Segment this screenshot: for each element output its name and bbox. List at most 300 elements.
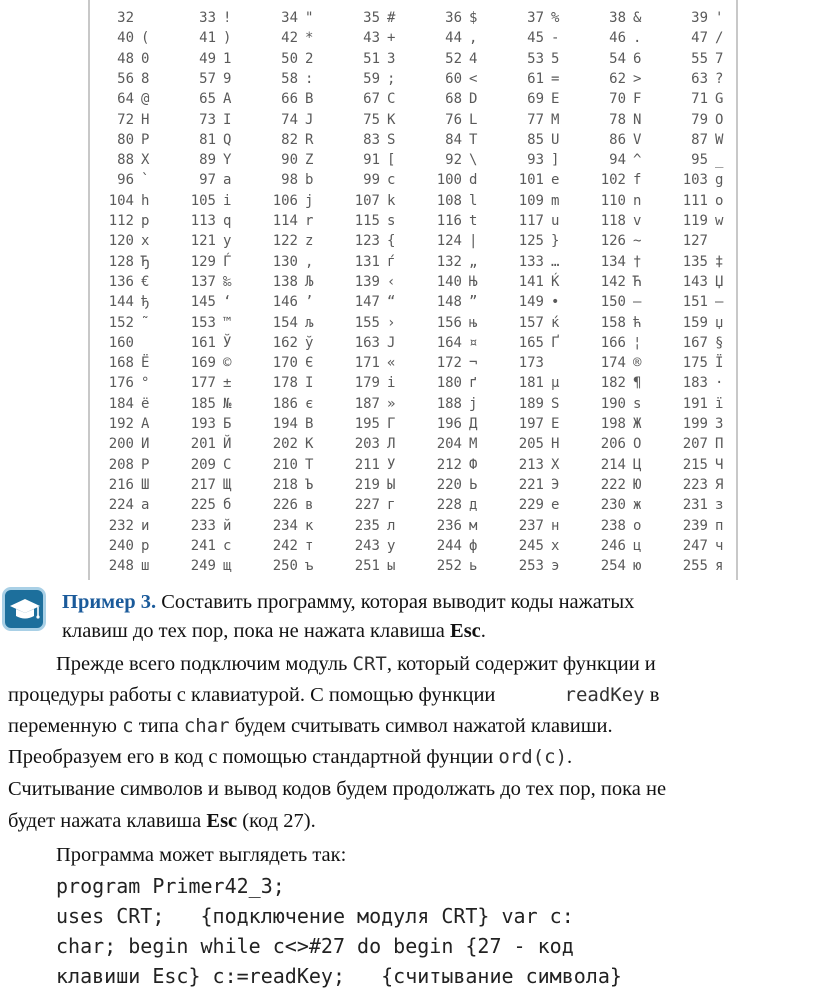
char-code: 62 (609, 70, 626, 87)
char-glyph: а (141, 497, 150, 514)
char-glyph: R (305, 131, 314, 148)
char-code: 172 (436, 355, 462, 372)
char-code: 150 (600, 294, 626, 311)
char-code: 126 (600, 233, 626, 250)
char-glyph: ^ (633, 152, 642, 169)
char-glyph: А (141, 416, 150, 432)
paragraph-line-4 (8, 742, 572, 773)
table-cell (90, 110, 180, 130)
table-cell (172, 394, 262, 414)
char-glyph: к (305, 517, 314, 534)
char-code: 218 (272, 476, 298, 493)
char-code: 232 (108, 517, 134, 534)
char-glyph: • (551, 294, 560, 311)
table-cell (664, 434, 754, 454)
char-code: 153 (190, 314, 216, 331)
char-glyph: s (387, 213, 396, 229)
table-cell (336, 292, 426, 312)
char-glyph: Ў (223, 334, 232, 351)
table-cell (418, 556, 508, 576)
table-cell (254, 231, 344, 251)
table-row (90, 252, 736, 272)
char-glyph: – (633, 294, 642, 311)
table-row (90, 495, 736, 515)
char-glyph: @ (141, 91, 150, 108)
char-code: 183 (682, 375, 708, 392)
char-code: 52 (445, 50, 462, 67)
char-code: 135 (682, 253, 708, 270)
table-row (90, 49, 736, 69)
char-glyph: Y (223, 152, 232, 169)
char-code: 91 (363, 152, 380, 169)
table-cell (254, 150, 344, 170)
char-code: 82 (281, 131, 298, 148)
char-glyph: т (305, 537, 314, 554)
char-code: 98 (281, 172, 298, 189)
table-cell (172, 110, 262, 130)
char-code: 39 (691, 10, 708, 26)
table-cell (500, 170, 590, 190)
char-glyph: Ќ (551, 273, 560, 290)
char-glyph: d (469, 172, 478, 189)
char-glyph: ж (633, 497, 642, 514)
table-cell (336, 231, 426, 251)
char-glyph: } (551, 233, 560, 250)
char-glyph: „ (469, 253, 478, 270)
char-code: 75 (363, 111, 380, 128)
char-code: 196 (436, 416, 462, 432)
table-cell (172, 8, 262, 28)
table-cell (336, 495, 426, 515)
char-code: 209 (190, 456, 216, 473)
char-code: 226 (272, 497, 298, 514)
char-code: 40 (117, 30, 134, 47)
char-code: 58 (281, 70, 298, 87)
code-line-4: клавиши Esc} c:=readKey; {считывание символа} (56, 964, 622, 988)
char-code: 37 (527, 10, 544, 26)
table-cell (254, 353, 344, 373)
char-code: 188 (436, 395, 462, 412)
char-glyph: и (141, 517, 150, 534)
table-cell (418, 49, 508, 69)
table-cell (172, 191, 262, 211)
table-cell (172, 292, 262, 312)
char-glyph: Л (387, 436, 396, 453)
table-cell (172, 516, 262, 536)
paragraph-line-2 (8, 680, 659, 711)
char-glyph: Ш (141, 476, 150, 493)
char-glyph: : (305, 70, 314, 87)
char-code: 223 (682, 476, 708, 493)
table-cell (336, 455, 426, 475)
char-glyph: з (715, 497, 724, 514)
period: . (480, 620, 486, 642)
table-cell (582, 313, 672, 333)
char-glyph: І (305, 375, 314, 392)
char-glyph: + (387, 30, 396, 47)
char-code: 220 (436, 476, 462, 493)
table-cell (90, 434, 180, 454)
table-cell (500, 373, 590, 393)
char-glyph: э (551, 558, 560, 575)
char-code: 80 (117, 131, 134, 148)
char-glyph: ? (715, 70, 724, 87)
char-code: 199 (682, 416, 708, 432)
char-code: 50 (281, 50, 298, 67)
table-cell (664, 89, 754, 109)
char-code: 248 (108, 558, 134, 575)
char-code: 206 (600, 436, 626, 453)
table-cell (172, 495, 262, 515)
char-glyph: м (469, 517, 478, 534)
char-glyph: _ (715, 152, 724, 169)
table-cell (336, 373, 426, 393)
char-glyph: ‚ (305, 253, 314, 270)
char-code: 210 (272, 456, 298, 473)
char-glyph: Щ (223, 476, 232, 493)
char-code: 57 (199, 70, 216, 87)
char-glyph: ѕ (633, 395, 642, 412)
char-code: 88 (117, 152, 134, 169)
char-glyph: ш (141, 558, 150, 575)
table-cell (172, 252, 262, 272)
example-text-cont: клавиш до тех пор, пока не нажата клавиша (62, 620, 451, 642)
char-glyph: . (633, 30, 642, 47)
table-cell (90, 353, 180, 373)
char-code: 73 (199, 111, 216, 128)
table-cell (582, 49, 672, 69)
char-code: 138 (272, 273, 298, 290)
table-cell (664, 8, 754, 28)
char-code: 84 (445, 131, 462, 148)
char-glyph: … (551, 253, 560, 270)
char-code: 185 (190, 395, 216, 412)
table-cell (418, 89, 508, 109)
char-glyph: i (223, 192, 232, 209)
table-cell (664, 231, 754, 251)
table-row (90, 516, 736, 536)
char-glyph: † (633, 253, 642, 270)
char-glyph: д (469, 497, 478, 514)
char-glyph: ) (223, 30, 232, 47)
char-glyph: Њ (469, 273, 478, 290)
char-code: 89 (199, 152, 216, 169)
table-row (90, 414, 736, 434)
char-code: 155 (354, 314, 380, 331)
char-glyph: ‹ (387, 273, 396, 290)
char-glyph: ” (469, 294, 478, 311)
char-code: 36 (445, 10, 462, 26)
char-glyph: b (305, 172, 314, 189)
char-glyph: ¬ (469, 355, 478, 372)
text: Прежде всего подключим модуль (56, 653, 353, 675)
char-glyph: 0 (141, 50, 150, 67)
table-cell (664, 495, 754, 515)
char-code: 86 (609, 131, 626, 148)
char-code: 81 (199, 131, 216, 148)
char-glyph: 3 (387, 50, 396, 67)
char-code: 55 (691, 50, 708, 67)
table-cell (172, 170, 262, 190)
code-line-2: uses CRT; {подключение модуля CRT} var c: (56, 904, 574, 928)
char-code: 53 (527, 50, 544, 67)
table-row (90, 536, 736, 556)
table-cell (582, 272, 672, 292)
table-cell (336, 434, 426, 454)
char-code: 93 (527, 152, 544, 169)
char-code: 85 (527, 131, 544, 148)
char-code: 137 (190, 273, 216, 290)
char-glyph: Д (469, 416, 478, 432)
char-glyph: г (387, 497, 396, 514)
char-glyph: q (223, 213, 232, 229)
char-glyph: 9 (223, 70, 232, 87)
char-code: 102 (600, 172, 626, 189)
table-row (90, 353, 736, 373)
char-glyph: z (305, 233, 314, 250)
char-glyph: a (223, 172, 232, 189)
char-code: 184 (108, 395, 134, 412)
table-cell (664, 150, 754, 170)
char-code: 192 (108, 416, 134, 432)
char-code: 99 (363, 172, 380, 189)
char-code: 127 (682, 233, 708, 250)
char-glyph: V (633, 131, 642, 148)
char-glyph: K (387, 111, 396, 128)
table-cell (664, 556, 754, 576)
char-code: 48 (117, 50, 134, 67)
table-cell (336, 69, 426, 89)
char-code: 78 (609, 111, 626, 128)
table-cell (254, 272, 344, 292)
table-cell (172, 130, 262, 150)
char-code: 146 (272, 294, 298, 311)
table-cell (254, 110, 344, 130)
table-cell (500, 69, 590, 89)
char-glyph: Ѓ (223, 253, 232, 270)
char-code: 252 (436, 558, 462, 575)
table-cell (336, 475, 426, 495)
table-cell (418, 414, 508, 434)
table-row (90, 272, 736, 292)
char-code: 72 (117, 111, 134, 128)
table-cell (172, 475, 262, 495)
table-cell (500, 556, 590, 576)
char-code: 214 (600, 456, 626, 473)
char-code: 204 (436, 436, 462, 453)
char-code: 131 (354, 253, 380, 270)
table-row (90, 110, 736, 130)
char-glyph: Q (223, 131, 232, 148)
table-cell (90, 28, 180, 48)
char-code: 241 (190, 537, 216, 554)
char-code: 224 (108, 497, 134, 514)
char-code: 228 (436, 497, 462, 514)
char-code: 148 (436, 294, 462, 311)
table-row (90, 455, 736, 475)
table-cell (172, 150, 262, 170)
table-cell (254, 414, 344, 434)
char-glyph: ’ (305, 294, 314, 311)
char-code: 122 (272, 233, 298, 250)
char-code: 245 (518, 537, 544, 554)
char-code: 45 (527, 30, 544, 47)
table-cell (500, 89, 590, 109)
char-glyph: щ (223, 558, 232, 575)
char-glyph: C (387, 91, 396, 108)
char-glyph: x (141, 233, 150, 250)
table-cell (172, 536, 262, 556)
table-cell (254, 130, 344, 150)
char-glyph: µ (551, 375, 560, 392)
table-cell (336, 89, 426, 109)
table-cell (582, 333, 672, 353)
char-glyph: є (305, 395, 314, 412)
char-code: 253 (518, 558, 544, 575)
table-cell (90, 394, 180, 414)
table-cell (500, 211, 590, 231)
char-code: 168 (108, 355, 134, 372)
char-glyph: 1 (223, 50, 232, 67)
char-glyph: Ж (633, 416, 642, 432)
table-cell (582, 252, 672, 272)
table-cell (418, 536, 508, 556)
char-glyph: B (305, 91, 314, 108)
table-cell (664, 516, 754, 536)
char-code: 177 (190, 375, 216, 392)
char-code: 225 (190, 497, 216, 514)
char-glyph: | (469, 233, 478, 250)
table-cell (90, 516, 180, 536)
char-code: 105 (190, 192, 216, 209)
char-glyph: 5 (551, 50, 560, 67)
table-cell (664, 313, 754, 333)
char-glyph: У (387, 456, 396, 473)
char-code: 101 (518, 172, 544, 189)
char-code: 227 (354, 497, 380, 514)
char-glyph: I (223, 111, 232, 128)
char-code: 92 (445, 152, 462, 169)
table-cell (172, 434, 262, 454)
table-cell (90, 170, 180, 190)
char-glyph: л (387, 517, 396, 534)
char-glyph: о (633, 517, 642, 534)
table-cell (336, 252, 426, 272)
table-cell (500, 28, 590, 48)
table-cell (664, 170, 754, 190)
code-line-3: char; begin while c<>#27 do begin {27 - код (56, 934, 574, 958)
char-glyph: \ (469, 152, 478, 169)
table-cell (90, 191, 180, 211)
char-code: 141 (518, 273, 544, 290)
table-cell (418, 516, 508, 536)
char-code: 169 (190, 355, 216, 372)
char-glyph: Џ (715, 273, 724, 290)
table-cell (172, 333, 262, 353)
char-glyph: “ (387, 294, 396, 311)
table-cell (90, 333, 180, 353)
text: типа (133, 715, 184, 737)
table-cell (90, 231, 180, 251)
table-cell (336, 28, 426, 48)
char-glyph: e (551, 172, 560, 189)
table-cell (418, 110, 508, 130)
char-glyph: " (305, 10, 314, 26)
char-glyph: ± (223, 375, 232, 392)
char-glyph: > (633, 70, 642, 87)
char-glyph: ' (715, 10, 724, 26)
char-glyph: і (387, 375, 396, 392)
table-cell (90, 272, 180, 292)
char-code: 234 (272, 517, 298, 534)
table-cell (664, 292, 754, 312)
table-cell (254, 394, 344, 414)
char-glyph: ~ (633, 233, 642, 250)
table-cell (418, 8, 508, 28)
char-code: 212 (436, 456, 462, 473)
char-glyph: = (551, 70, 560, 87)
char-glyph: р (141, 537, 150, 554)
char-code: 203 (354, 436, 380, 453)
char-glyph: п (715, 517, 724, 534)
char-glyph: § (715, 334, 724, 351)
char-glyph: [ (387, 152, 396, 169)
char-code: 130 (272, 253, 298, 270)
table-cell (418, 313, 508, 333)
char-code: 54 (609, 50, 626, 67)
text: Считывание символов и вывод кодов будем продолжать до тех пор, пока не (8, 778, 667, 800)
char-glyph: ¦ (633, 334, 642, 351)
char-glyph: w (715, 213, 724, 229)
char-glyph: / (715, 30, 724, 47)
char-code: 42 (281, 30, 298, 47)
char-code: 249 (190, 558, 216, 575)
char-glyph: Е (551, 416, 560, 432)
char-code: 181 (518, 375, 544, 392)
char-glyph: S (387, 131, 396, 148)
table-cell (418, 191, 508, 211)
char-code: 163 (354, 334, 380, 351)
table-cell (582, 516, 672, 536)
table-cell (418, 495, 508, 515)
char-code: 242 (272, 537, 298, 554)
table-row (90, 28, 736, 48)
char-code: 237 (518, 517, 544, 534)
char-glyph: ф (469, 537, 478, 554)
table-cell (254, 313, 344, 333)
char-glyph: , (469, 30, 478, 47)
table-cell (500, 495, 590, 515)
table-cell (418, 353, 508, 373)
char-glyph: J (305, 111, 314, 128)
table-cell (254, 191, 344, 211)
char-glyph: ъ (305, 558, 314, 575)
table-cell (418, 455, 508, 475)
table-row (90, 231, 736, 251)
char-code: 129 (190, 253, 216, 270)
table-cell (500, 272, 590, 292)
table-cell (582, 556, 672, 576)
char-code: 71 (691, 91, 708, 108)
char-glyph: p (141, 213, 150, 229)
table-cell (500, 313, 590, 333)
char-code: 166 (600, 334, 626, 351)
table-cell (418, 28, 508, 48)
char-code: 51 (363, 50, 380, 67)
table-row (90, 394, 736, 414)
char-glyph: № (223, 395, 232, 412)
table-row (90, 211, 736, 231)
